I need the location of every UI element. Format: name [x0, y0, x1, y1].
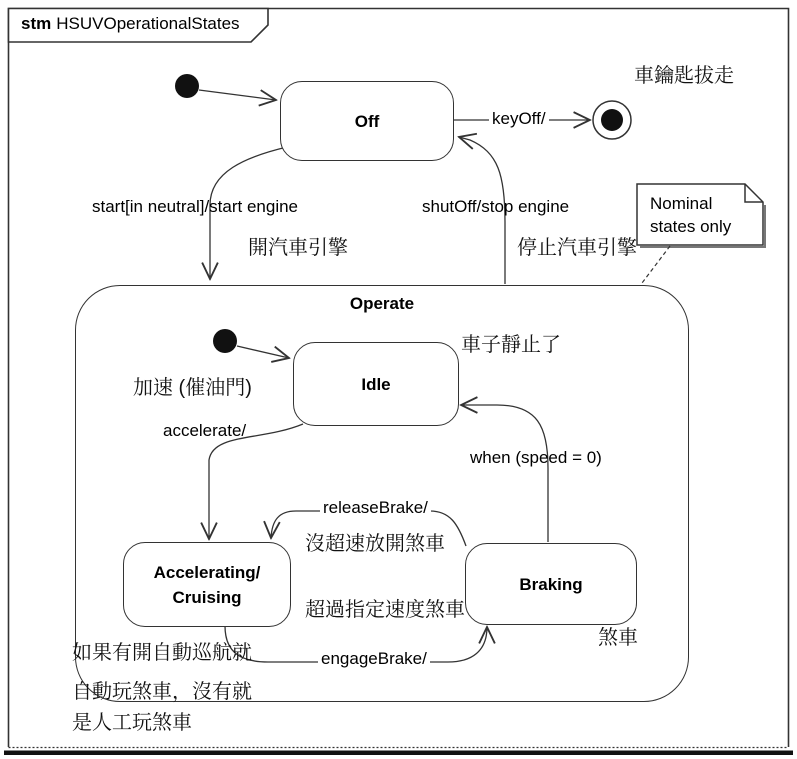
transition-shutoff-label[interactable]: shutOff/stop engine [422, 197, 570, 216]
note-text[interactable] [650, 192, 731, 238]
transition-initial-to-off[interactable] [199, 90, 276, 100]
transition-whenspeed-path[interactable] [461, 405, 548, 542]
state-idle-label: Idle [361, 374, 391, 394]
annotation-cruise-line3: 是人工玩煞車 [72, 712, 192, 734]
annotation-key-removed: 車鑰匙拔走 [634, 65, 734, 87]
state-accelerating-label-line2: Cruising [172, 587, 242, 607]
final-node-inner [601, 109, 623, 131]
annotation-start-engine: 開汽車引擎 [248, 237, 348, 259]
annotation-accelerate-throttle: 加速 (催油門) [133, 377, 252, 399]
transition-whenspeed-label[interactable]: when (speed = 0) [470, 448, 602, 467]
frame-name: HSUVOperationalStates [56, 14, 240, 33]
annotation-cruise-line2: 自動玩煞車，沒有就 [72, 681, 252, 703]
transition-start-label[interactable]: start[in neutral]/start engine [92, 197, 299, 216]
transition-releasebrake-label[interactable]: releaseBrake/ [320, 498, 431, 518]
note-anchor-line [642, 246, 670, 283]
annotation-engage-brake: 超過指定速度煞車 [305, 599, 465, 621]
state-operate-label: Operate [349, 294, 415, 313]
window-bottom-edge [4, 751, 793, 756]
transition-accelerate-path[interactable] [209, 424, 303, 539]
state-off-label: Off [354, 111, 380, 131]
annotation-stop-engine: 停止汽車引擎 [517, 237, 637, 259]
state-braking[interactable] [465, 543, 637, 625]
initial-node-top[interactable] [175, 74, 199, 98]
annotation-car-stationary: 車子靜止了 [461, 334, 561, 356]
annotation-braking: 煞車 [598, 627, 638, 649]
frame-title [21, 14, 240, 34]
transition-initial-to-idle[interactable] [237, 346, 289, 358]
state-idle[interactable] [293, 342, 459, 426]
transition-engagebrake-label[interactable]: engageBrake/ [318, 649, 430, 669]
state-braking-label: Braking [519, 574, 583, 594]
transition-accelerate-label[interactable]: accelerate/ [163, 421, 247, 440]
frame-keyword: stm [21, 14, 52, 33]
transition-keyoff-label[interactable]: keyOff/ [489, 109, 549, 129]
initial-node-operate[interactable] [213, 329, 237, 353]
state-accelerating-label-line1: Accelerating/ [153, 562, 261, 582]
note-line2: states only [650, 217, 732, 236]
annotation-release-brake: 沒超速放開煞車 [305, 533, 445, 555]
state-accelerating-cruising[interactable] [123, 542, 291, 627]
note-line1: Nominal [650, 194, 713, 213]
annotation-cruise-line1: 如果有開自動巡航就 [72, 642, 252, 664]
state-off[interactable] [280, 81, 454, 161]
